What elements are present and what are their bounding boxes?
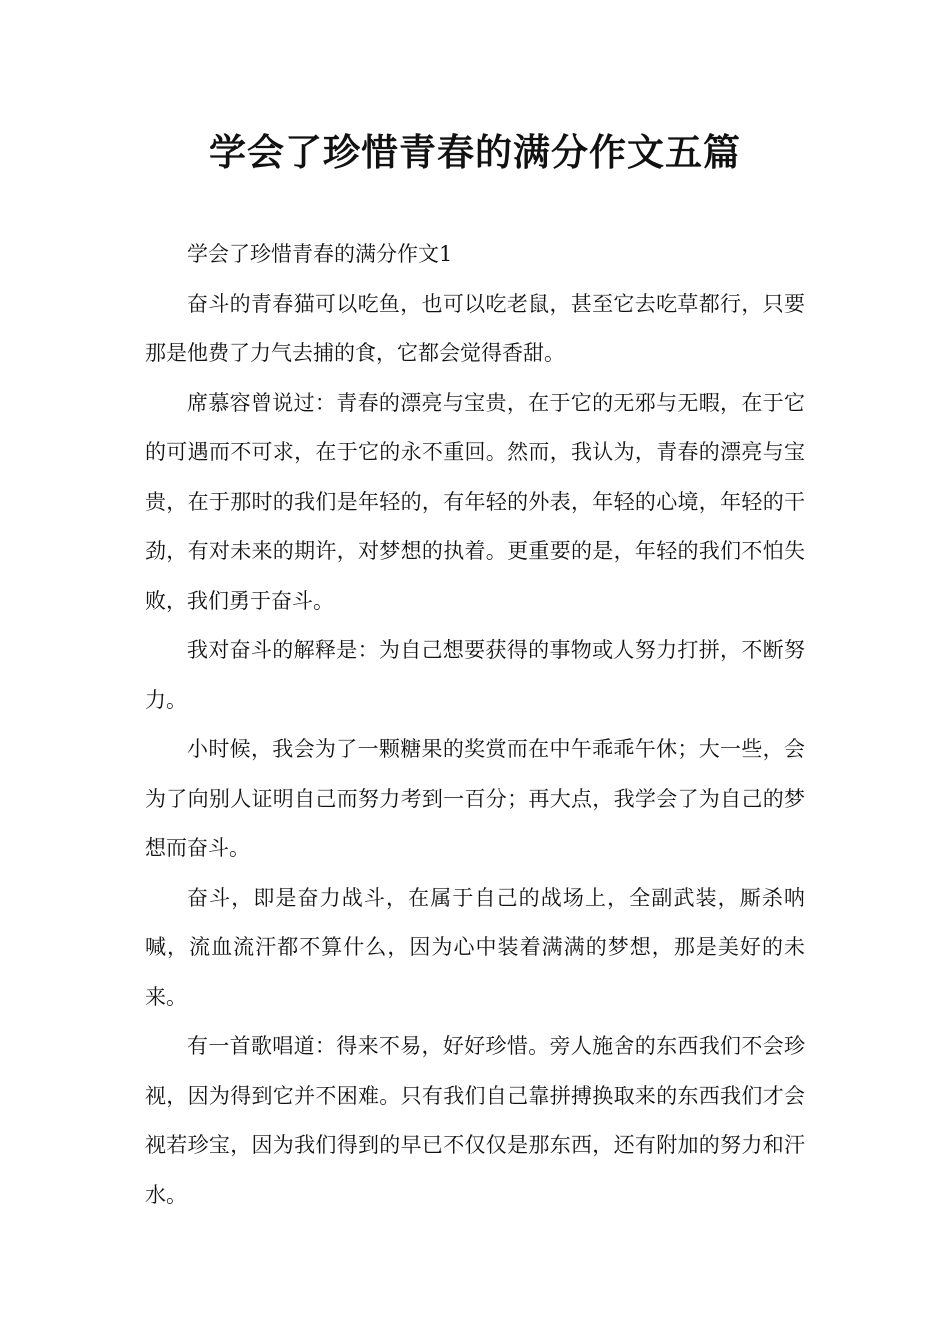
paragraph: 奋斗的青春猫可以吃鱼，也可以吃老鼠，甚至它去吃草都行，只要那是他费了力气去捕的食，它都会觉得香甜。 [145,291,805,365]
document-body [145,230,805,1220]
paragraph: 席慕容曾说过：青春的漂亮与宝贵，在于它的无邪与无暇，在于它的可遇而不可求，在于它的永不重回。然而，我认为，青春的漂亮与宝贵，在于那时的我们是年轻的，有年轻的外表，年轻的心境，年轻的干劲，有对未来的期许，对梦想的执着。更重要的是，年轻的我们不怕失败，我们勇于奋斗。 [145,390,805,613]
paragraph: 我对奋斗的解释是：为自己想要获得的事物或人努力打拼，不断努力。 [145,638,805,712]
paragraph: 奋斗，即是奋力战斗，在属于自己的战场上，全副武装，厮杀呐喊，流血流汗都不算什么，因为心中装着满满的梦想，那是美好的未来。 [145,885,805,1009]
section-heading: 学会了珍惜青春的满分作文1 [187,242,453,266]
document-title: 学会了珍惜青春的满分作文五篇 [209,131,741,174]
paragraph: 有一首歌唱道：得来不易，好好珍惜。旁人施舍的东西我们不会珍视，因为得到它并不困难。只有我们自己靠拼搏换取来的东西我们才会视若珍宝，因为我们得到的早已不仅仅是那东西，还有附加的努力和汗水。 [145,1034,805,1207]
paragraph: 小时候，我会为了一颗糖果的奖赏而在中午乖乖午休；大一些，会为了向别人证明自己而努力考到一百分；再大点，我学会了为自己的梦想而奋斗。 [145,737,805,860]
